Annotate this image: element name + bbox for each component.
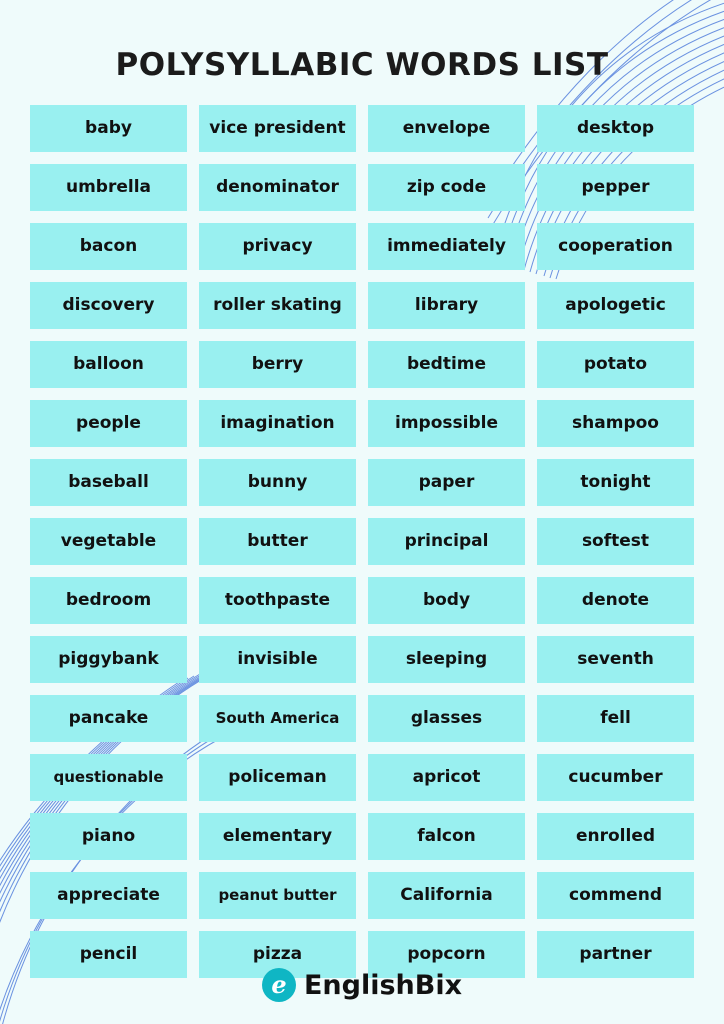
word-cell: commend (537, 872, 694, 919)
word-cell: discovery (30, 282, 187, 329)
word-cell: principal (368, 518, 525, 565)
word-cell: pancake (30, 695, 187, 742)
word-cell: questionable (30, 754, 187, 801)
word-cell: popcorn (368, 931, 525, 978)
word-cell: fell (537, 695, 694, 742)
word-cell: impossible (368, 400, 525, 447)
word-cell: peanut butter (199, 872, 356, 919)
word-cell: toothpaste (199, 577, 356, 624)
word-cell: shampoo (537, 400, 694, 447)
word-cell: baseball (30, 459, 187, 506)
footer-brand (0, 968, 724, 1002)
word-cell: bedtime (368, 341, 525, 388)
word-cell: immediately (368, 223, 525, 270)
word-cell: enrolled (537, 813, 694, 860)
word-cell: invisible (199, 636, 356, 683)
word-cell: elementary (199, 813, 356, 860)
word-cell: desktop (537, 105, 694, 152)
word-cell: body (368, 577, 525, 624)
brand-name: EnglishBix (303, 969, 463, 1001)
word-cell: glasses (368, 695, 525, 742)
word-cell: library (368, 282, 525, 329)
word-cell: roller skating (199, 282, 356, 329)
word-cell: appreciate (30, 872, 187, 919)
word-cell: denominator (199, 164, 356, 211)
word-cell: pizza (199, 931, 356, 978)
word-cell: baby (30, 105, 187, 152)
word-cell: paper (368, 459, 525, 506)
word-cell: privacy (199, 223, 356, 270)
word-cell: apricot (368, 754, 525, 801)
word-cell: sleeping (368, 636, 525, 683)
word-cell: vice president (199, 105, 356, 152)
word-cell: softest (537, 518, 694, 565)
englishbix-logo-icon: e (262, 968, 296, 1002)
word-cell: policeman (199, 754, 356, 801)
word-cell: zip code (368, 164, 525, 211)
word-cell: piggybank (30, 636, 187, 683)
word-cell: potato (537, 341, 694, 388)
word-cell: falcon (368, 813, 525, 860)
word-cell: envelope (368, 105, 525, 152)
word-grid (30, 105, 694, 978)
word-cell: California (368, 872, 525, 919)
word-cell: denote (537, 577, 694, 624)
word-cell: partner (537, 931, 694, 978)
word-cell: berry (199, 341, 356, 388)
word-cell: butter (199, 518, 356, 565)
word-cell: balloon (30, 341, 187, 388)
word-cell: piano (30, 813, 187, 860)
word-cell: bedroom (30, 577, 187, 624)
word-cell: cucumber (537, 754, 694, 801)
word-cell: seventh (537, 636, 694, 683)
word-cell: apologetic (537, 282, 694, 329)
word-cell: bunny (199, 459, 356, 506)
word-cell: umbrella (30, 164, 187, 211)
word-cell: people (30, 400, 187, 447)
word-cell: vegetable (30, 518, 187, 565)
word-cell: pepper (537, 164, 694, 211)
word-cell: cooperation (537, 223, 694, 270)
word-cell: South America (199, 695, 356, 742)
word-cell: imagination (199, 400, 356, 447)
word-cell: pencil (30, 931, 187, 978)
page-title: POLYSYLLABIC WORDS LIST (115, 46, 609, 83)
word-cell: bacon (30, 223, 187, 270)
word-cell: tonight (537, 459, 694, 506)
